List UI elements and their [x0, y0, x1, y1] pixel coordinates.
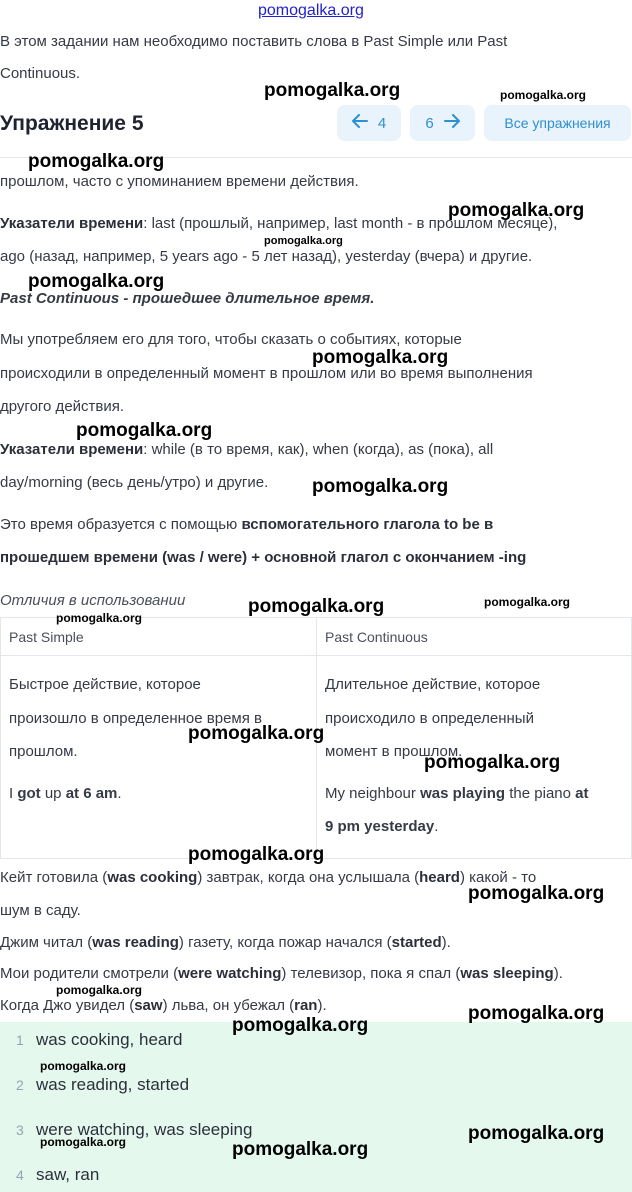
sentence-3: [0, 964, 563, 984]
s2-verb-1: was reading: [92, 934, 179, 951]
s2-verb-2: started: [391, 934, 442, 951]
ps-ex-1: I: [9, 784, 18, 802]
time-markers-2-cont: day/morning (весь день/утро) и другие.: [0, 474, 269, 491]
ps-ex-3: up: [40, 784, 66, 802]
watermark: pomogalka.org: [500, 88, 587, 102]
pc-ex-3: the piano: [505, 784, 576, 802]
s4-part: ) льва, он убежал (: [162, 997, 295, 1014]
watermark: pomogalka.org: [264, 80, 401, 101]
arrow-left-icon: [352, 114, 368, 132]
watermark-link[interactable]: pomogalka.org: [258, 2, 364, 19]
s2-part: ).: [441, 934, 451, 951]
pc-ex-6: .: [434, 818, 439, 835]
formation-bold-1: вспомогательного глагола to be в: [241, 516, 494, 533]
watermark: pomogalka.org: [448, 200, 585, 221]
watermark: pomogalka.org: [484, 595, 571, 609]
answer-text: was cooking, heard: [36, 1030, 183, 1049]
s1-verb-1: was cooking: [107, 869, 198, 886]
s4-verb-1: saw: [134, 997, 163, 1014]
watermark: pomogalka.org: [188, 723, 325, 744]
answer-text: saw, ran: [36, 1165, 100, 1184]
ps-ex-2: got: [17, 784, 41, 802]
pc-ex-4: at: [575, 784, 589, 802]
s1-part: Кейт готовила (: [0, 869, 108, 886]
formation-text: Это время образуется с помощью: [0, 516, 242, 533]
watermark: pomogalka.org: [56, 611, 143, 625]
watermark: pomogalka.org: [264, 235, 343, 247]
ps-ex-5: .: [117, 784, 122, 802]
answers-panel: [0, 1022, 632, 1192]
arrow-right-icon: [444, 114, 460, 132]
s1-part: ) какой - то: [459, 869, 537, 886]
sentence-1-cont: шум в саду.: [0, 902, 81, 919]
s4-verb-2: ran: [294, 997, 318, 1014]
formation-line-2: [0, 548, 526, 568]
pc-desc-2: происходило в определенный: [325, 709, 534, 727]
watermark: pomogalka.org: [468, 1123, 605, 1144]
s1-part: ) завтрак, когда она услышала (: [197, 869, 420, 886]
s4-part: Когда Джо увидел (: [0, 997, 135, 1014]
watermark: pomogalka.org: [312, 347, 449, 368]
page-title: Упражнение 5: [0, 112, 144, 135]
next-exercise-label: 6: [425, 114, 434, 132]
time-markers-1-label: Указатели времени: [0, 215, 144, 232]
pc-ex-2: was playing: [420, 784, 506, 802]
s1-verb-2: heard: [419, 869, 460, 886]
ps-example: [9, 777, 308, 811]
pc-desc-3: момент в прошлом.: [325, 743, 463, 760]
time-markers-2: [0, 440, 493, 460]
answer-number: 3: [16, 1122, 24, 1138]
time-markers-2-text: : while (в то время, как), when (когда), as (пока), all: [143, 441, 494, 458]
formation-bold-2: прошедшем времени (was / were) + основной глагол с окончанием -ing: [0, 549, 527, 566]
prev-exercise-button[interactable]: [337, 105, 401, 141]
watermark: pomogalka.org: [28, 151, 165, 172]
s3-part: Мои родители смотрели (: [0, 965, 179, 982]
sentence-1: [0, 868, 536, 888]
watermark: pomogalka.org: [28, 271, 165, 292]
pc-paragraph-2: происходили в определенный момент в прошлом или во время выполнения: [0, 365, 533, 382]
answer-item: [16, 1030, 182, 1050]
next-exercise-button[interactable]: [410, 105, 475, 141]
watermark: pomogalka.org: [468, 1003, 605, 1024]
s3-part: ) телевизор, пока я спал (: [281, 965, 461, 982]
s3-verb-1: were watching: [178, 965, 282, 982]
intro-line-1: В этом задании нам необходимо поставить слова в Past Simple или Past: [0, 33, 508, 50]
prev-exercise-label: 4: [377, 114, 387, 132]
watermark: pomogalka.org: [56, 983, 143, 997]
watermark: pomogalka.org: [312, 476, 449, 497]
pc-desc-1: Длительное действие, которое: [325, 676, 541, 693]
answer-number: 2: [16, 1077, 24, 1093]
pc-paragraph-3: другого действия.: [0, 398, 125, 415]
watermark: pomogalka.org: [424, 752, 561, 773]
time-markers-2-label: Указатели времени: [0, 441, 144, 458]
answer-number: 4: [16, 1167, 24, 1183]
sentence-4: [0, 996, 327, 1016]
all-exercises-button[interactable]: [484, 105, 631, 141]
pc-example-2: [325, 810, 623, 844]
time-markers-1-text: : last (прошлый, например, last month - в прошлом месяце),: [143, 215, 558, 232]
watermark: pomogalka.org: [188, 844, 325, 865]
ps-desc-1: Быстрое действие, которое: [9, 676, 201, 693]
watermark: pomogalka.org: [248, 596, 385, 617]
answer-text: were watching, was sleeping: [36, 1120, 253, 1139]
ps-desc-2: произошло в определенное время в: [9, 709, 262, 727]
answer-item: [16, 1075, 189, 1095]
s3-part: ).: [553, 965, 563, 982]
s4-part: ).: [317, 997, 327, 1014]
table-cell-past-simple: [1, 656, 317, 859]
watermark: pomogalka.org: [40, 1059, 127, 1073]
s2-part: ) газету, когда пожар начался (: [178, 934, 392, 951]
past-continuous-heading: Past Continuous - прошедшее длительное время.: [0, 290, 375, 307]
table-head-past-simple: Past Simple: [1, 618, 317, 656]
watermark: pomogalka.org: [468, 883, 605, 904]
intro-line-2: Continuous.: [0, 65, 81, 82]
pc-ex-5: 9 pm yesterday: [325, 818, 435, 835]
watermark: pomogalka.org: [232, 1139, 369, 1160]
answer-item: [16, 1165, 99, 1185]
watermark: pomogalka.org: [40, 1135, 127, 1149]
formation-line-1: [0, 515, 493, 535]
all-exercises-label: Все упражнения: [504, 115, 611, 131]
sentence-2: [0, 933, 451, 953]
watermark: pomogalka.org: [76, 420, 213, 441]
time-markers-1-cont: ago (назад, например, 5 years ago - 5 лет назад), yesterday (вчера) и другие.: [0, 248, 533, 265]
s3-verb-2: was sleeping: [460, 965, 554, 982]
ps-ex-4: at 6 am: [65, 784, 118, 802]
pc-paragraph-1: Мы употребляем его для того, чтобы сказать о событиях, которые: [0, 331, 462, 348]
watermark: pomogalka.org: [232, 1015, 369, 1036]
differences-heading: Отличия в использовании: [0, 592, 186, 609]
past-simple-text: прошлом, часто с упоминанием времени действия.: [0, 173, 359, 190]
answer-text: was reading, started: [36, 1075, 190, 1094]
ps-desc-3: прошлом.: [9, 743, 78, 760]
table-head-past-continuous: Past Continuous: [317, 618, 632, 656]
pc-ex-1: My neighbour: [325, 784, 421, 802]
pc-example-1: [325, 777, 623, 811]
answer-number: 1: [16, 1032, 24, 1048]
s2-part: Джим читал (: [0, 934, 93, 951]
